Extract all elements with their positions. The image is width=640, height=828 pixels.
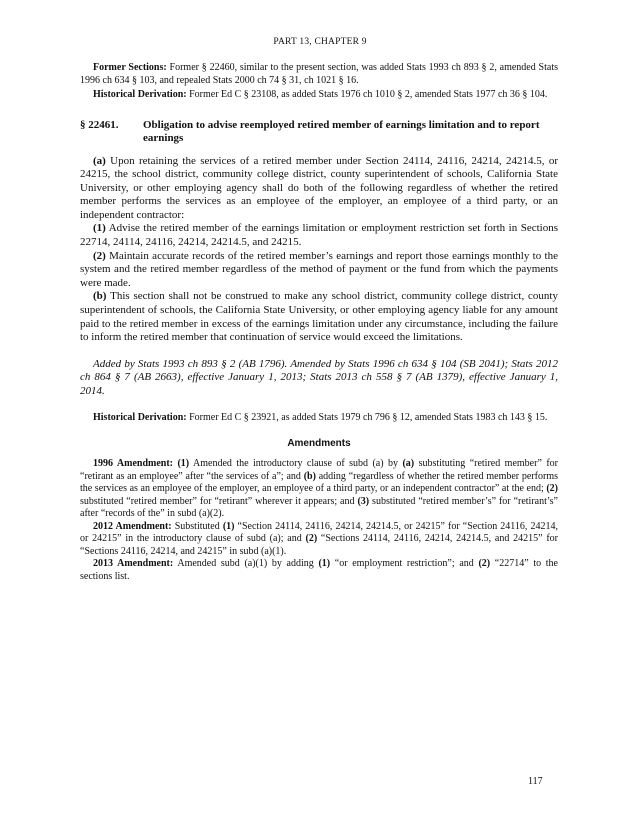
amendment-text: “or employment restriction”; and — [330, 558, 479, 570]
item-marker: (2) — [546, 483, 558, 495]
subdivision-b-label: (b) — [93, 290, 107, 303]
amendment-text: adding “regardless of whether the retired member performs the services as an employee of the employer, an employee of a third party, or an independent contractor” at the end; — [80, 470, 558, 495]
subdivision-a — [80, 155, 558, 223]
historical-derivation-text: Former Ed C § 23108, as added Stats 1976 ch 1010 § 2, amended Stats 1977 ch 36 § 104. — [186, 89, 548, 100]
amendment-text: “Section 24114, 24116, 24214, 24214.5, or 24215” for “Section 24116, 24214, or 24215” in the introductory clause of subd (a); and — [80, 520, 559, 545]
paragraph-a1 — [80, 222, 558, 249]
page-content — [80, 62, 558, 583]
amendment-text: substituting “retired member” for “retirant as an employee” after “the services of a”; and — [80, 458, 558, 482]
paragraph-a2 — [80, 250, 558, 291]
amendment-text: “Sections 24114, 24116, 24214, 24214.5, and 24215” for “Sections 24116, 24214, and 24215” in subd (a)(1). — [80, 533, 558, 557]
amendment-2013 — [80, 558, 558, 583]
amendment-text: substituted “retired member’s” for “retirant’s” after “records of the” in subd (a)(2). — [80, 495, 558, 520]
amendment-2013-label: 2013 Amendment: — [93, 558, 174, 570]
historical-derivation-label: Historical Derivation: — [93, 89, 187, 100]
historical-derivation-note-2 — [80, 412, 558, 425]
amendment-text: Substituted — [171, 520, 223, 532]
amendment-2012 — [80, 521, 558, 559]
subdivision-b — [80, 290, 558, 344]
item-marker: (a) — [402, 458, 415, 470]
section-title: Obligation to advise reemployed retired member of earnings limitation and to report earnings — [143, 118, 540, 144]
paragraph-a2-text: Maintain accurate records of the retired member’s earnings and report those earnings monthly to the system and the retired member regardless of the method of payment or the fund from which the payments were made. — [80, 249, 558, 289]
paragraph-a2-label: (2) — [93, 249, 106, 262]
amendment-1996-label: 1996 Amendment: — [93, 458, 174, 470]
item-marker: (2) — [478, 558, 491, 570]
subdivision-b-text: This section shall not be construed to make any school district, community college district, county superintendent of schools, the California State University, or other employing agency liable for any amount paid to the retired member in excess of the earnings limitation under any circumstance, including the failure to inform the retired member that continuation of service would exceed the limitations. — [80, 290, 558, 344]
former-sections-label: Former Sections: — [93, 62, 167, 73]
paragraph-a1-label: (1) — [93, 222, 106, 235]
amendment-1996 — [80, 458, 558, 521]
amendment-text: “22714” to the sections list. — [80, 558, 558, 582]
item-marker: (1) — [222, 520, 235, 532]
source-note: Added by Stats 1993 ch 893 § 2 (AB 1796). Amended by Stats 1996 ch 634 § 104 (SB 2041); Stats 2012 ch 864 § 7 (AB 2663), effective January 1, 2013; Stats 2013 ch 558 § 7 (AB 1379), effective January 1, 2014. — [80, 357, 558, 397]
former-sections-note — [80, 62, 558, 87]
amendment-text: Amended subd (a)(1) by adding — [173, 558, 319, 570]
historical-derivation-label-2: Historical Derivation: — [93, 411, 187, 423]
section-number: § 22461. — [80, 118, 119, 131]
section-body — [80, 155, 558, 345]
historical-derivation-note — [80, 89, 558, 102]
amendments-heading: Amendments — [287, 438, 351, 450]
subdivision-a-label: (a) — [93, 154, 106, 167]
item-marker: (1) — [173, 458, 190, 470]
item-marker: (1) — [318, 558, 331, 570]
subdivision-a-text: Upon retaining the services of a retired member under Section 24114, 24116, 24214, 24214.5, or 24215, the school district, community college district, county superintendent of schools, California State University, or other employing agency shall do both of the following regardless of whether the retired member performs the services as an employee of the employer, an employee of a third party, or an independent contractor: — [80, 154, 558, 221]
paragraph-a1-text: Advise the retired member of the earnings limitation or employment restriction set forth in Sections 22714, 24114, 24116, 24214, 24214.5, and 24215. — [80, 222, 558, 249]
amendment-2012-label: 2012 Amendment: — [93, 520, 172, 532]
page-number: 117 — [528, 776, 543, 787]
historical-derivation-text-2: Former Ed C § 23921, as added Stats 1979 ch 796 § 12, amended Stats 1983 ch 143 § 15. — [186, 411, 548, 423]
section-heading — [80, 119, 558, 146]
amendment-text: substituted “retired member” for “retirant” wherever it appears; and — [80, 495, 358, 507]
item-marker: (3) — [357, 495, 370, 507]
item-marker: (2) — [305, 533, 318, 545]
running-head: PART 13, CHAPTER 9 — [273, 37, 367, 47]
former-sections-text: Former § 22460, similar to the present section, was added Stats 1993 ch 893 § 2, amended Stats 1996 ch 634 § 103, and repealed Stats 2000 ch 74 § 31, ch 1021 § 16. — [80, 62, 558, 86]
amendment-text: Amended the introductory clause of subd (a) by — [189, 458, 403, 470]
item-marker: (b) — [303, 470, 316, 482]
